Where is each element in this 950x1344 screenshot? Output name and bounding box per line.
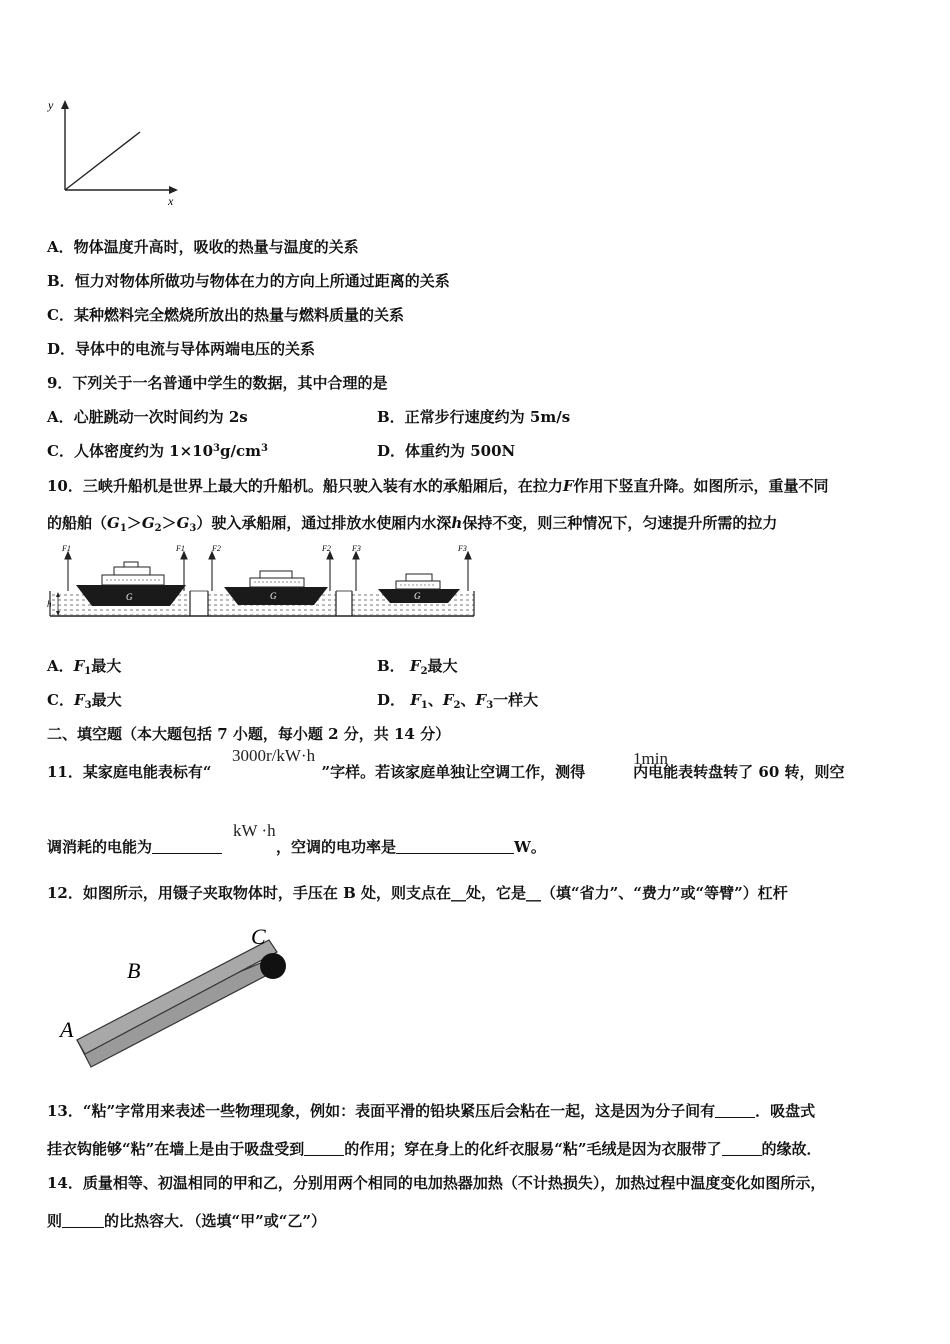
q10-option-b: B． $F_2$最大 [377,657,458,677]
q10-stem-line1: 10．三峡升船机是世界上最大的升船机。船只驶入装有水的承船厢后，在拉力F作用下竖直升降。如图所示，重量不同 [47,477,829,495]
q9-option-a: A．心脏跳动一次时间约为 2s [47,408,248,426]
force-label-f1-left: F1 [62,544,71,553]
point-label-b: B [127,958,141,983]
q11-line1: 11．某家庭电能表标有“ ”字样。若该家庭单独让空调工作，测得 内电能表转盘转了 60 转，则空 [47,763,845,781]
force-label-f3-right: F3 [458,544,467,553]
point-label-a: A [60,1017,74,1042]
force-label-f2-right: F2 [322,544,331,553]
ship-label-g-medium: G [270,591,277,601]
q10-stem-line2: 的船舶$(G_1>G_2>G_3)$驶入承船厢，通过排放水使厢内水深h保持不变，则三种情况下，匀速提升所需的拉力 [47,514,778,534]
tweezers-figure [55,922,305,1072]
q9-stem: 9．下列关于一名普通中学生的数据，其中合理的是 [47,374,388,392]
q13-line2: 挂衣钩能够“粘”在墙上是由于吸盘受到 的作用；穿在身上的化纤衣服易“粘”毛绒是因为衣服带了 的缘故． [47,1140,822,1158]
depth-label-h: h [47,599,52,609]
q13-line1: 13．“粘”字常用来表述一些物理现象，例如：表面平滑的铅块紧压后会粘在一起，这是因为分子间有 ．吸盘式 [47,1102,816,1120]
q11-unit: kW ·h [233,821,276,840]
tweezers-upper-arm [77,940,277,1054]
q13-blank-3[interactable] [722,1141,762,1156]
q11-blank-energy[interactable] [152,839,222,854]
force-label-f2-left: F2 [212,544,221,553]
x-axis-arrow [169,186,178,194]
q8-option-d: D．导体中的电流与导体两端电压的关系 [47,340,316,358]
section-2-heading: 二、填空题（本大题包括 7 小题，每小题 2 分，共 14 分） [47,725,451,743]
force-label-f1-right: F1 [176,544,185,553]
q9-option-d: D．体重约为 500N [377,442,516,460]
q10-option-c: C．$F_3$最大 [47,691,122,711]
ship-large [76,562,186,606]
q8-option-b: B．恒力对物体所做功与物体在力的方向上所通过距离的关系 [47,272,450,290]
q14-line1: 14．质量相等、初温相同的甲和乙，分别用两个相同的电加热器加热（不计热损失），加热过程中温度变化如图所示， [47,1174,826,1192]
q9-option-b: B．正常步行速度约为 5m/s [377,408,571,426]
y-axis-label: y [48,98,54,112]
q11-time: 1min [633,749,668,768]
tweezers-lower-arm [77,962,273,1067]
q10-option-a: A．$F_1$最大 [47,657,122,677]
q10-option-d: D． $F_1$、$F_2$、$F_3$一样大 [377,691,539,711]
q12-stem: 12．如图所示，用镊子夹取物体时，手压在 B 处，则支点在__处，它是__（填“省力”、“费力”或“等臂”）杠杆 [47,884,788,902]
q11-line2: 调消耗的电能为 ，空调的电功率是 W。 [47,838,546,856]
q14-blank[interactable] [62,1213,104,1228]
ship-label-g-small: G [414,591,421,601]
ship-small [378,574,460,603]
proportional-line [65,132,140,190]
q13-blank-1[interactable] [715,1103,755,1118]
held-object [260,953,286,979]
ship-lift-figure [46,543,478,621]
force-label-f3-left: F3 [352,544,361,553]
point-label-c: C [251,924,266,949]
ship-medium [224,571,328,605]
q14-line2: 则 的比热容大．（选填“甲”或“乙”） [47,1212,327,1230]
q11-blank-power[interactable] [396,839,514,854]
linear-graph [40,95,190,210]
y-axis-arrow [61,100,69,109]
ship-label-g-large: G [126,592,133,602]
q11-meter-spec: 3000r/kW·h [232,746,316,765]
x-axis-label: x [168,194,174,208]
q8-option-c: C．某种燃料完全燃烧所放出的热量与燃料质量的关系 [47,306,404,324]
q8-option-a: A．物体温度升高时，吸收的热量与温度的关系 [47,238,359,256]
q13-blank-2[interactable] [304,1141,344,1156]
q9-option-c: C．人体密度约为 $1\times 10^3g/cm^3$ [47,442,268,460]
